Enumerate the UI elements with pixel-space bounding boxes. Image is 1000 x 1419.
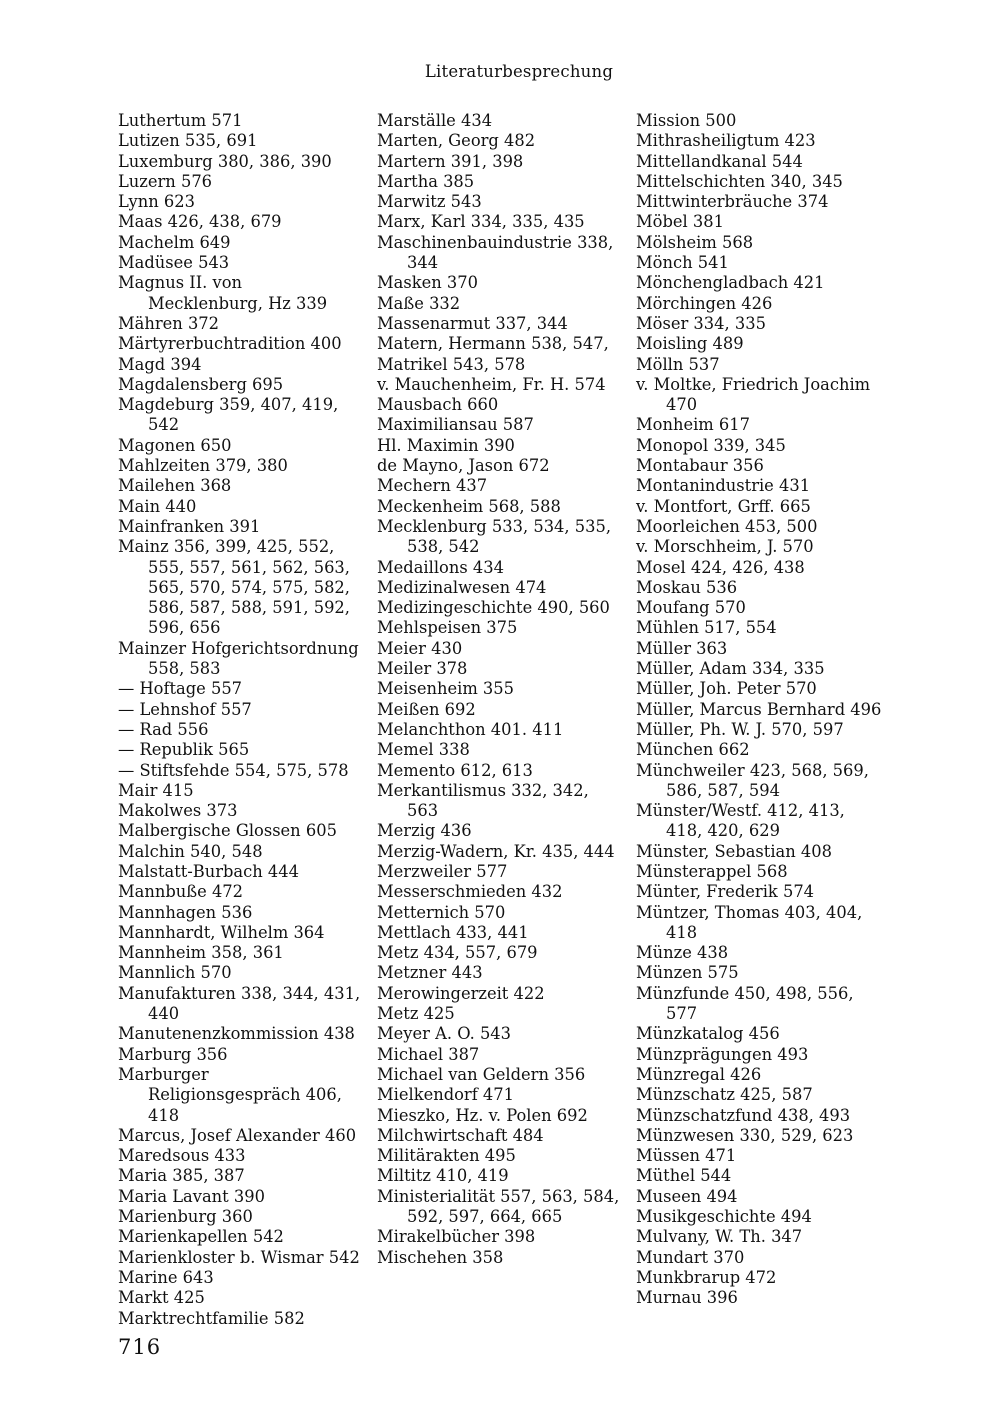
index-entry: Milchwirtschaft 484 [377,1125,544,1145]
index-entry: v. Morschheim, J. 570 [636,537,814,557]
index-entry: v. Mauchenheim, Fr. H. 574 [377,374,606,394]
index-entry: Metternich 570 [377,902,506,922]
index-entry: Marburg 356 [118,1044,228,1064]
index-entry: Manufakturen 338, 344, 431, 440 [118,983,361,1024]
index-entry: Mechern 437 [377,476,488,496]
index-entry: Luzern 576 [118,171,213,191]
index-entry: Münzregal 426 [636,1064,762,1084]
index-entry: Moisling 489 [636,334,744,354]
index-entry: Meyer A. O. 543 [377,1024,512,1044]
index-entry: Metz 434, 557, 679 [377,943,538,963]
index-entry: Marktrechtfamilie 582 [118,1308,305,1328]
index-entry: Malbergische Glossen 605 [118,821,337,841]
index-entry: Mönchengladbach 421 [636,273,825,293]
index-entry: Merzweiler 577 [377,861,508,881]
index-entry: Magdalensberg 695 [118,374,284,394]
index-entry: Murnau 396 [636,1288,738,1308]
index-entry: Medaillons 434 [377,557,504,577]
index-entry: Magd 394 [118,354,202,374]
index-entry: Münzwesen 330, 529, 623 [636,1125,854,1145]
index-entry: Münzkatalog 456 [636,1024,780,1044]
index-entry: Memel 338 [377,740,470,760]
index-entry: Müntzer, Thomas 403, 404, 418 [636,902,863,942]
index-entry: Müller, Adam 334, 335 [636,659,825,679]
index-entry: Müller, Marcus Bernhard 496 [636,699,882,719]
index-entry: Musikgeschichte 494 [636,1207,812,1227]
index-entry: Madüsee 543 [118,253,230,273]
index-entry: Medizingeschichte 490, 560 [377,598,610,618]
index-entry: Marcus, Josef Alexander 460 [118,1125,357,1145]
index-entry: Hl. Maximin 390 [377,435,515,455]
index-entry: Mithrasheiligtum 423 [636,131,816,151]
index-entry: Maria Lavant 390 [118,1186,265,1206]
index-entry: Marienkapellen 542 [118,1227,284,1247]
index-entry: Münster, Sebastian 408 [636,841,832,861]
index-entry: Moorleichen 453, 500 [636,516,818,536]
index-entry: Maas 426, 438, 679 [118,212,282,232]
index-entry: Maria 385, 387 [118,1166,245,1186]
index-entry: Mission 500 [636,111,737,130]
index-entry: Merowingerzeit 422 [377,983,545,1003]
index-entry: Müller, Ph. W. J. 570, 597 [636,719,844,739]
index-entry: Münzen 575 [636,963,739,983]
index-entry: Memento 612, 613 [377,760,533,780]
index-entry: Magonen 650 [118,435,232,455]
index-entry: Metz 425 [377,1004,455,1024]
index-entry: Marburger Religionsgespräch 406, 418 [118,1064,342,1125]
index-entry: Luxemburg 380, 386, 390 [118,151,332,171]
index-entry: Machelm 649 [118,232,231,252]
index-entry: Militärakten 495 [377,1146,516,1166]
index-entry: Mölsheim 568 [636,232,754,252]
index-entry: Masken 370 [377,273,478,293]
index-entry: v. Moltke, Friedrich Joachim 470 [636,374,871,415]
index-entry: Lutizen 535, 691 [118,131,258,151]
index-column-2 [377,111,625,1268]
index-entry: Martha 385 [377,171,475,191]
page-number: 716 [118,1335,162,1359]
index-entry: Mittwinterbräuche 374 [636,192,829,212]
index-entry: Mausbach 660 [377,395,499,415]
index-entry: Marine 643 [118,1267,214,1287]
index-entry: Mair 415 [118,780,194,800]
index-entry: de Mayno, Jason 672 [377,456,550,476]
index-entry: Massenarmut 337, 344 [377,313,568,333]
index-entry: Matrikel 543, 578 [377,354,526,374]
index-entry: Münzschatzfund 438, 493 [636,1105,851,1125]
index-entry: Marwitz 543 [377,192,482,212]
index-entry: Marten, Georg 482 [377,131,536,151]
index-entry: Märtyrerbuchtradition 400 [118,334,342,354]
index-entry: Maredsous 433 [118,1146,246,1166]
index-entry: Montabaur 356 [636,456,764,476]
index-column-3 [636,111,886,1309]
index-entry: Merkantilismus 332, 342, 563 [377,780,589,821]
index-entry: Münchweiler 423, 568, 569, 586, 587, 594 [636,760,869,800]
index-entry: Mittellandkanal 544 [636,151,803,171]
index-entry: Mannlich 570 [118,963,232,983]
index-entry: Mainzer Hofgerichtsordnung 558, 583 [118,638,359,679]
index-entry: Mainfranken 391 [118,516,261,536]
index-entry: Mittelschichten 340, 345 [636,171,843,191]
index-entry: Metzner 443 [377,963,483,983]
index-entry: Martern 391, 398 [377,151,524,171]
index-entry: Müller, Joh. Peter 570 [636,679,817,699]
index-entry: Mörchingen 426 [636,293,773,313]
index-entry: Manutenenzkommission 438 [118,1024,355,1044]
index-entry: Münzfunde 450, 498, 556, 577 [636,983,854,1024]
index-entry: Michael 387 [377,1044,480,1064]
index-entry: Münster/Westf. 412, 413, 418, 420, 629 [636,801,845,841]
index-entry: Malstatt-Burbach 444 [118,861,299,881]
index-entry: Mulvany, W. Th. 347 [636,1227,803,1247]
index-entry: Moufang 570 [636,598,746,618]
index-entry: Montanindustrie 431 [636,476,811,496]
index-entry: Monopol 339, 345 [636,435,786,455]
index-entry: Mieszko, Hz. v. Polen 692 [377,1105,588,1125]
index-entry: Möbel 381 [636,212,724,232]
index-entry: Lynn 623 [118,192,195,212]
index-entry: Museen 494 [636,1186,738,1206]
index-entry: Malchin 540, 548 [118,841,263,861]
index-entry: Michael van Geldern 356 [377,1064,586,1084]
index-entry: Maximiliansau 587 [377,415,534,435]
index-entry: Maschinenbauindustrie 338, 344 [377,232,614,273]
index-entry: Medizinalwesen 474 [377,577,547,597]
index-entry: Mettlach 433, 441 [377,922,529,942]
index-entry: Mannhardt, Wilhelm 364 [118,922,325,942]
index-entry: Main 440 [118,496,197,516]
index-entry: Meisenheim 355 [377,679,515,699]
index-entry: Maße 332 [377,293,461,313]
index-entry: Miltitz 410, 419 [377,1166,509,1186]
index-entry: Meckenheim 568, 588 [377,496,561,516]
index-entry: Münzschatz 425, 587 [636,1085,813,1105]
index-entry: Mielkendorf 471 [377,1085,514,1105]
index-entry: Luthertum 571 [118,111,243,130]
index-column-1 [118,111,362,1329]
index-entry: Münzprägungen 493 [636,1044,809,1064]
index-entry: Münter, Frederik 574 [636,882,815,902]
index-entry: Mehlspeisen 375 [377,618,518,638]
index-entry: Mahlzeiten 379, 380 [118,456,288,476]
index-entry: Münsterappel 568 [636,861,788,881]
index-entry: Melanchthon 401. 411 [377,719,564,739]
index-entry: Meiler 378 [377,659,468,679]
index-entry: Magnus II. von Mecklenburg, Hz 339 [118,273,328,313]
index-entry: — Republik 565 [118,740,250,760]
index-entry: Marienburg 360 [118,1207,253,1227]
index-entry: Markt 425 [118,1288,205,1308]
index-entry: Magdeburg 359, 407, 419, 542 [118,395,339,435]
index-entry: München 662 [636,740,750,760]
index-entry: Munkbrarup 472 [636,1267,777,1287]
index-entry: Makolwes 373 [118,801,238,821]
index-entry: — Rad 556 [118,719,209,739]
index-entry: Münze 438 [636,943,729,963]
index-entry: Matern, Hermann 538, 547, [377,334,609,354]
index-entry: Meißen 692 [377,699,476,719]
index-entry: Mundart 370 [636,1247,745,1267]
index-entry: Mähren 372 [118,313,220,333]
index-entry: Mecklenburg 533, 534, 535, 538, 542 [377,516,612,557]
index-entry: Mönch 541 [636,253,729,273]
index-entry: Mosel 424, 426, 438 [636,557,805,577]
index-entry: Mannheim 358, 361 [118,943,284,963]
index-entry: Ministerialität 557, 563, 584, 592, 597, 664, 665 [377,1186,620,1227]
index-entry: Messerschmieden 432 [377,882,563,902]
index-entry: Müthel 544 [636,1166,732,1186]
index-entry: Müssen 471 [636,1146,737,1166]
index-entry: Mischehen 358 [377,1247,504,1267]
index-entry: Monheim 617 [636,415,750,435]
index-entry: v. Montfort, Grff. 665 [636,496,811,516]
index-entry: Mühlen 517, 554 [636,618,777,638]
index-entry: — Stiftsfehde 554, 575, 578 [118,760,349,780]
running-head: Literaturbesprechung [424,62,614,81]
index-entry: Müller 363 [636,638,728,658]
index-entry: Marx, Karl 334, 335, 435 [377,212,585,232]
index-entry: Mannhagen 536 [118,902,253,922]
index-entry: — Lehnshof 557 [118,699,252,719]
index-entry: Mirakelbücher 398 [377,1227,536,1247]
index-entry: — Hoftage 557 [118,679,243,699]
index-entry: Marställe 434 [377,111,493,130]
index-entry: Mannbuße 472 [118,882,244,902]
index-entry: Mölln 537 [636,354,720,374]
index-entry: Meier 430 [377,638,463,658]
index-entry: Moskau 536 [636,577,738,597]
index-entry: Mailehen 368 [118,476,232,496]
index-entry: Merzig-Wadern, Kr. 435, 444 [377,841,615,861]
index-entry: Marienkloster b. Wismar 542 [118,1247,360,1267]
index-entry: Mainz 356, 399, 425, 552, 555, 557, 561, 562, 563, 565, 570, 574, 575, 582, 586, 587, 588, 591, 592, 596, 656 [118,537,350,638]
index-entry: Merzig 436 [377,821,472,841]
index-entry: Möser 334, 335 [636,313,766,333]
